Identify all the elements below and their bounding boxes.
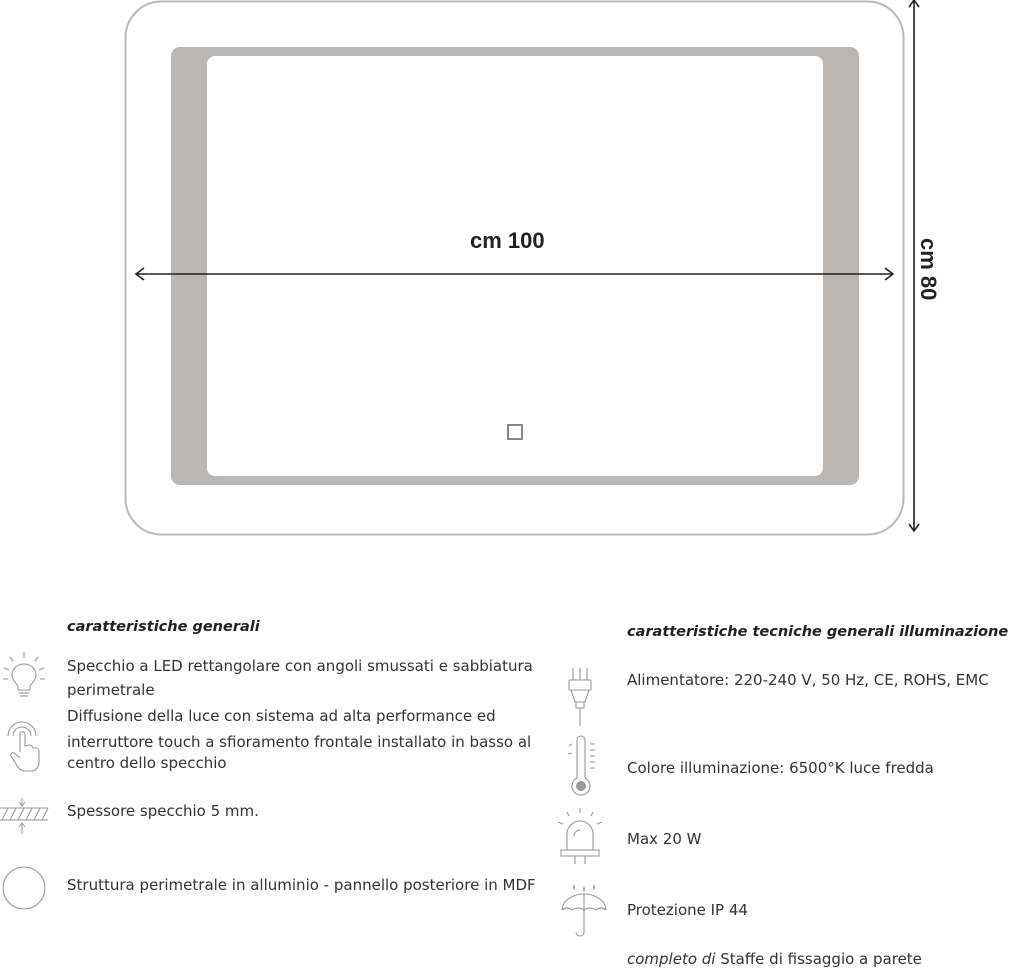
general-feature-2-line-1: Diffusione della luce con sistema ad alta performance ed bbox=[67, 707, 496, 725]
footer-line bbox=[627, 947, 922, 971]
left-heading: caratteristiche generali bbox=[67, 619, 260, 635]
general-feature-4: Struttura perimetrale in alluminio - pannello posteriore in MDF bbox=[67, 876, 536, 894]
height-label: cm 80 bbox=[916, 238, 941, 301]
general-feature-2-line-2: interruttore touch a sfioramento frontale installato in basso al bbox=[67, 733, 532, 751]
power-plug-icon bbox=[563, 666, 603, 728]
general-feature-2-line-3: centro dello specchio bbox=[67, 754, 227, 772]
tech-feature-max-power: Max 20 W bbox=[627, 830, 702, 848]
siren-light-icon bbox=[555, 806, 605, 866]
mirror-inner-surface bbox=[207, 56, 823, 476]
thickness-icon bbox=[0, 796, 50, 840]
general-feature-1-line-1: Specchio a LED rettangolare con angoli smussati e sabbiatura bbox=[67, 657, 533, 675]
thermometer-icon bbox=[563, 736, 603, 802]
circle-outline-icon bbox=[0, 864, 50, 912]
led-bulb-icon bbox=[0, 650, 50, 700]
right-heading: caratteristiche tecniche generali illuminazione bbox=[627, 624, 1009, 640]
tech-feature-light-color: Colore illuminazione: 6500°K luce fredda bbox=[627, 759, 934, 777]
footer-text: Staffe di fissaggio a parete bbox=[715, 950, 922, 968]
footer-italic: completo di bbox=[627, 950, 716, 968]
tech-feature-ip-rating: Protezione IP 44 bbox=[627, 901, 748, 919]
width-label: cm 100 bbox=[470, 228, 545, 253]
touch-hand-icon bbox=[0, 718, 50, 774]
general-feature-3: Spessore specchio 5 mm. bbox=[67, 802, 259, 820]
umbrella-rain-icon bbox=[560, 882, 608, 940]
tech-feature-power-supply: Alimentatore: 220-240 V, 50 Hz, CE, ROHS, EMC bbox=[627, 671, 989, 689]
general-feature-1-line-2: perimetrale bbox=[67, 681, 155, 699]
